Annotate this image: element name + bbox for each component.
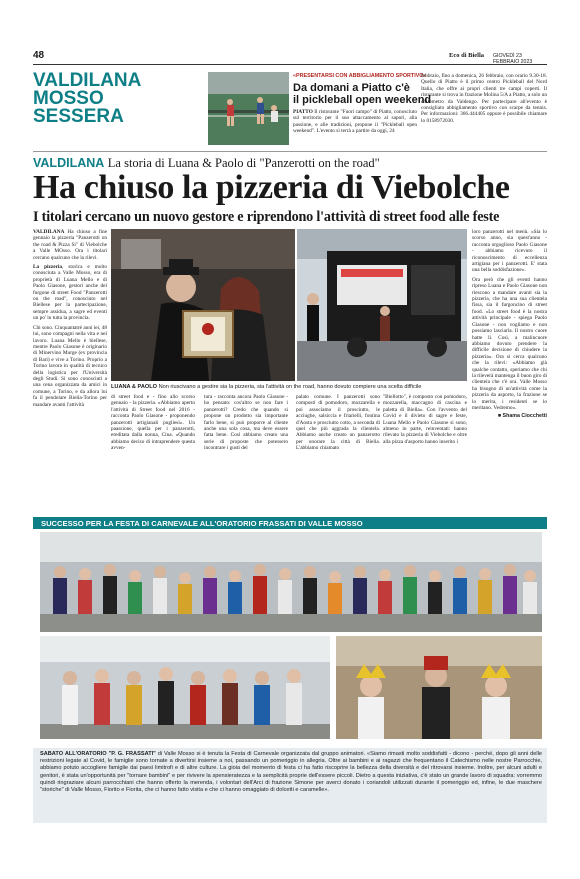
- col1-text-3: Chi sono. Cinquantatré anni lei, 48 lui, sono compagni nella vita e nel lavoro. Luana Mello è biellese, mentre Paolo Giasone è originario di Minervino Murge (ex provincia di Bari) e vive a Torino. Proprio a Torino lavora in qualità di tecnico della logistica per l'Università degli Studi. Si sono conosciuti a una cena organizzata da amici in comune, a Torino, e da allora lui fa il pendolare Biella-Torino per mandare avanti l'attività: [33, 324, 107, 408]
- section-line-1: VALDILANA: [33, 70, 142, 91]
- carnival-banner: [33, 517, 547, 529]
- main-column-2: di street food e - fino allo scorso gennaio - la pizzeria. «Abbiamo aperto l'attività di Street food nel 2016 - racconta Paolo Giasone - proponendo panzerotti artigianali pugliesi». Un paassione, quella per i panzerotti, ereditata dalla nonna, Cina. «Quando abbiamo deciso di intraprendere questa avven-: [111, 394, 195, 452]
- top-story-headline-line-2: il pickleball open weekend: [293, 94, 432, 106]
- caption-text: Non riuscivano a gestire sia la pizzeria, sia l'attività on the road, hanno dovuto compiere una scelta difficile: [158, 384, 422, 390]
- divider: [33, 151, 547, 152]
- carnival-caption-lead: SABATO ALL'ORATORIO "P. G. FRASSATI": [40, 751, 156, 757]
- top-story-headline-line-1: Da domani a Piatto c'è: [293, 82, 410, 94]
- col6-text-1: loro panzerotti nel menù. «Sia lo scorso anno, sia quest'anno - racconta orgoglioso Paolo Giasone - abbiamo ricevuto il riconoscimento di eccellenza artigiana per i panzerotti. E' stata una bella soddisfazione».: [472, 229, 547, 274]
- issue-date: GIOVEDÌ 23 FEBBRAIO 2023: [493, 53, 533, 65]
- main-column-1: [33, 229, 107, 408]
- section-line-2: MOSSO: [33, 88, 104, 109]
- main-column-6: [472, 229, 547, 420]
- main-kicker-tag: VALDILANA: [33, 156, 105, 170]
- section-line-3: SESSERA: [33, 106, 124, 127]
- main-column-4: palato comune. I panzerotti sono composti di pomodoro, mozzarella e poi associamo il prosciutto, le acciughe, salsiccia e friarielli, fontina d'Aosta e prosciutto cotto, a seconda di quel che più aggrada la clientela. Abbiamo anche creato un panzerotto per onorare la città di Biella. L'abbiamo chiamato: [296, 394, 380, 452]
- main-headline: Ha chiuso la pizzeria di Viebolche: [33, 169, 510, 206]
- carnival-group-photo: [40, 532, 542, 632]
- carnival-masks-photo: [336, 636, 542, 739]
- main-subheadline: I titolari cercano un nuovo gestore e riprendono l'attività di street food alle feste: [33, 209, 500, 225]
- food-truck-photo: [297, 229, 467, 381]
- main-kicker-text: La storia di Luana & Paolo di "Panzerotti on the road": [107, 156, 380, 170]
- col6-text-2: Ora però che gli eventi hanno ripreso Luana e Paolo Giasone non riescono a mandare avanti sia la pizzeria, che ha una sua clientela fissa, sia il furgoncino di street food. «Lo street food è la nostra attività principale - spiega Paolo Giasone - non vogliamo e non possiamo lasciarla. Il nostro cuore batte lì. Così, a malincuore abbiamo dovuto prendere la difficile decisione di chiudere la pizzeria». Ora si cerca qualcuno che la rilevi: «Abbiamo già qualche contatto, speriamo che chi la rileverà mantenga il buon giro di clientela che c'è ora. Valle Mosso ha bisogno di un'attività come la pizzeria da asporto, la frazione se lo merita, i residenti se lo meritano. Vedremo».: [472, 276, 547, 411]
- col1-lead-2: La pizzeria: [33, 264, 63, 271]
- pickleball-photo: [208, 72, 289, 145]
- top-story-text-1: Il ristorante "Fuori campo" di Piatto, conosciuto sul territorio per il suo attaccamento al sapori, alla passione, e alle tradizioni, propone il "Pickleball open weekend". L'evento si terrà a partire da oggi, 24: [293, 109, 417, 135]
- section-label: [33, 72, 141, 126]
- main-column-5: "Biellotto", è composto con pomodoro, mozzarella, maccagno di cascina e paletta di Biella». Con l'avvento del Covid e il divieto di sagre e feste, Luana Mello e Paolo Giasone si sono, almeno in parte, reinventati: hanno rilevato la pizzeria di Viebolche e oltre alla pizza d'asporto hanno inserito i: [383, 394, 467, 445]
- col1-text-1: Ha chiuso a fine gennaio la pizzeria "Panzerotti on the road & Pizza Si" di Viebolche a Valle MOsso. Ora i titolari cercano qualcuno che la rilevi.: [33, 229, 107, 261]
- col1-text-2: , storica e molto conosciuta a Valle Mosso, era di proprietà di Luana Mello e di Paolo Giasone, gestori anche del furgone di street Food "Panzerotti on the road", conosciuto nel Biellese per la partecipazione, sempre assidua, a sagre ed eventi un po' in tutta la provincia.: [33, 264, 107, 322]
- carnival-adults-photo: [40, 636, 330, 739]
- main-column-3: tura - racconta ancora Paolo Giasone - ho pensato: cos'altro se non fare i panzerotti? Credo che quando si propone un prodotto sia importante farlo bene, si può proporre al cliente anche una sola cosa, ma deve essere fatta bene. Così abbiamo creato una serie di proposte che potessero incontrare i gusti del: [204, 394, 288, 452]
- byline-bullet-icon: ■: [497, 413, 503, 420]
- luana-paolo-photo: [111, 229, 295, 381]
- col1-lead: VALDILANA: [33, 229, 65, 235]
- carnival-banner-text: SUCCESSO PER LA FESTA DI CARNEVALE ALL'ORATORIO FRASSATI DI VALLE MOSSO: [41, 519, 363, 528]
- byline: Shama Ciocchetti: [502, 413, 547, 420]
- carnival-caption-text: di Valle Mosso si è tenuta la Festa di Carnevale organizzata dal gruppo animatori. «Siamo rimasti molto soddisfatti - dicono - perché, dopo gli anni delle restrizioni legate al Covid, le famiglie sono tornate a divertirsi insieme a noi, passando un pomeriggio in allegria. Oltre ai bambini e ai ragazzi che frequentano il Catechismo nelle nostre Parrocchie, abbiamo potuto accogliere famiglie dai paesi limitrofi e di altre culture. La gioia del momento di festa ci ha fatto riscoprire la bellezza della diversità e del ritrovarsi insieme. Inoltre, per alcuni adulti e genitori, è stata un'opportunità per "tornare bambini" e per rivivere la spensieratezza e la semplicità proprie dell'essere piccoli. Dietro a questa iniziativa, c'è stato un grande lavoro di squadra: vorremmo quindi ringraziare alcuni parrocchiani che hanno offerto la merenda, i volontari dell'Arci di frazione Simone per averci donato i coriandoli utilizzati durante il pomeriggio ed, infine, le due maschere "storiche" di Valle Mosso, Fiorito e Fiorita, che ci hanno fatto visita e che ci hanno omaggiato di dolcetti e caramelle».: [40, 751, 542, 794]
- top-story-body-2: febbraio, fino a domenica, 26 febbraio, con orario 9.30-18. Quello di Piatto è il primo centro Pickleball del Nord Italia, che offre ai propri clienti tre campi coperti. Il ristorante si trova in frazione Molina 5/A a Piatto, a solo un chilometro da Valdengo. Per partecipare all'evento è consigliato abbigliamento sportivo con scarpe da tennis. Per informazioni: 366.444405 oppure è possibile chiamare lo 0158972030.: [421, 73, 547, 124]
- carnival-caption: [40, 751, 542, 794]
- page-header: [33, 50, 547, 65]
- top-story-kicker: «PRESENTARSI CON ABBIGLIAMENTO SPORTIVO»: [293, 73, 427, 79]
- paper-name: Eco di Biella: [449, 52, 485, 59]
- top-story-body-1: [293, 109, 417, 135]
- page-number: 48: [33, 50, 45, 61]
- main-photo-caption: [111, 384, 467, 391]
- top-story-lead: PIATTO: [293, 109, 313, 115]
- caption-lead: LUANA & PAOLO: [111, 384, 157, 390]
